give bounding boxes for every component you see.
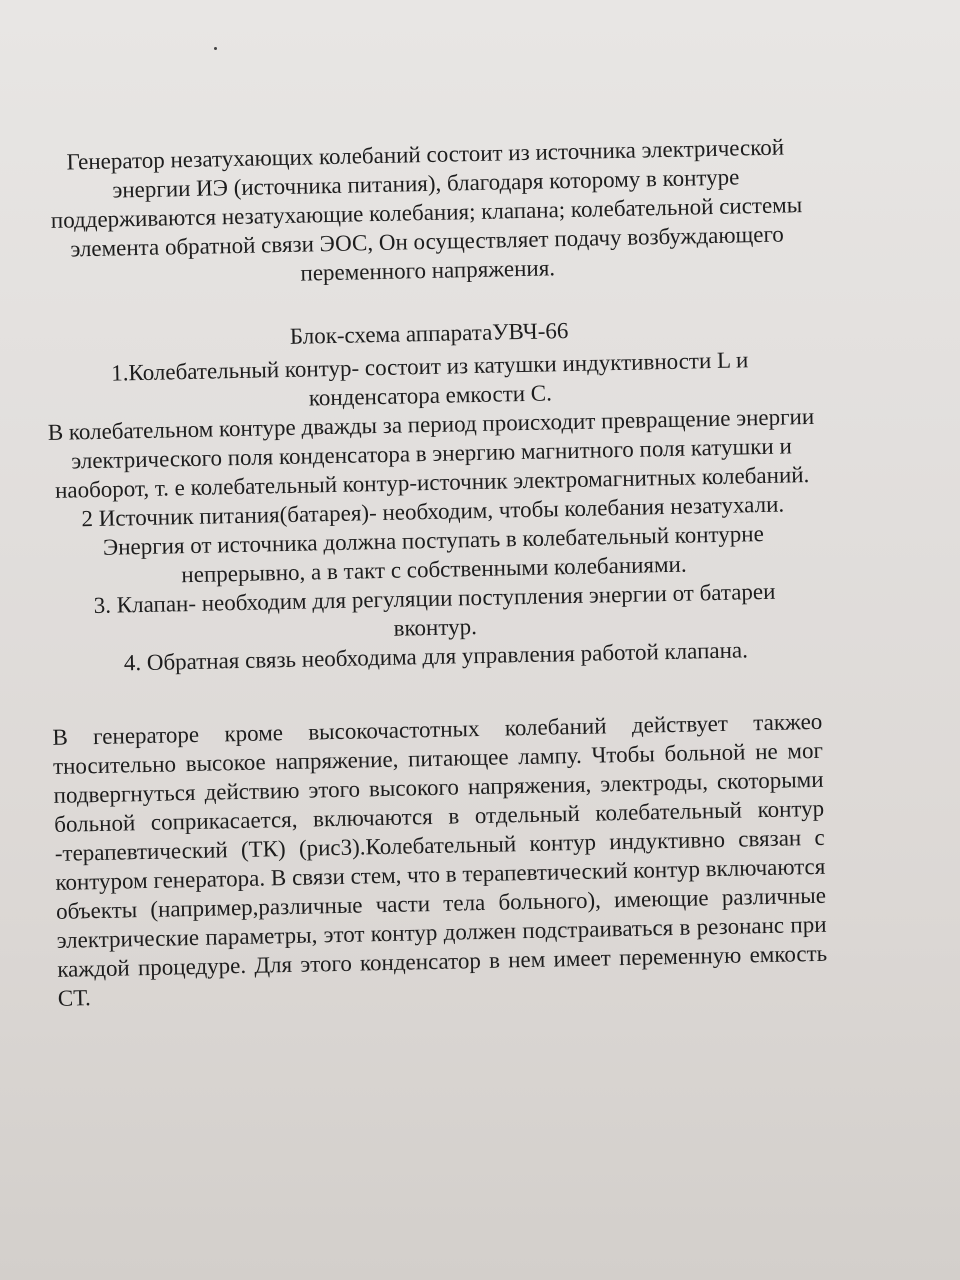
block-diagram-title: Блок-схема аппаратаУВЧ-66	[289, 318, 569, 349]
document-text	[40, 132, 828, 1013]
paper-speck	[214, 47, 217, 50]
intro-paragraph: Генератор незатухающих колебаний состоит из источника электрической энергии ИЭ (источника питания), благодаря которому в контуре поддерживаются незатухающие колебания; клапана; колебательной системы элемента обратной связи ЭОС, Он осуществляет подачу возбуждающего переменного напряжения.	[50, 134, 803, 286]
item-feedback: 4. Обратная связь необходима для управления работой клапана.	[123, 637, 749, 676]
final-paragraph: В генераторе кроме высокочастотных колебаний действует такжео тносительно высокое напряжение, питающее лампу. Чтобы больной не мог подвергнуться действию этого высокого напряжения, электроды, скоторыми больной соприкасается, включаются в отдельный колебательный контур -терапевтический (ТК) (рис3).Колебательный контур индуктивно связан с контуром генератора. В связи стем, что в терапевтический контур включаются объекты (например,различные части тела больного), имеющие различные электрические параметры, этот контур должен подстраиваться в резонанс при каждой процедуре. Для этого конденсатор в нем имеет переменную емкость СТ.	[52, 708, 828, 1011]
item-valve: 3. Клапан- необходим для регуляции поступления энергии от батареи вконтур.	[93, 578, 776, 641]
item-circuit-explanation: В колебательном контуре дважды за период происходит превращение энергии электрического поля конденсатора в энергию магнитного поля катушки и наоборот, т. е колебательный контур-источник электромагнитных колебаний.	[47, 403, 815, 503]
item-power-source: 2 Источник питания(батарея)- необходим, чтобы колебания незатухали. Энергия от источника должна поступать в колебательный контурне непрерывно, а в такт с собственными колебаниями.	[81, 491, 785, 588]
item-oscillating-circuit: 1.Колебательный контур- состоит из катушки индуктивности L и конденсатора емкости С.	[110, 347, 749, 411]
